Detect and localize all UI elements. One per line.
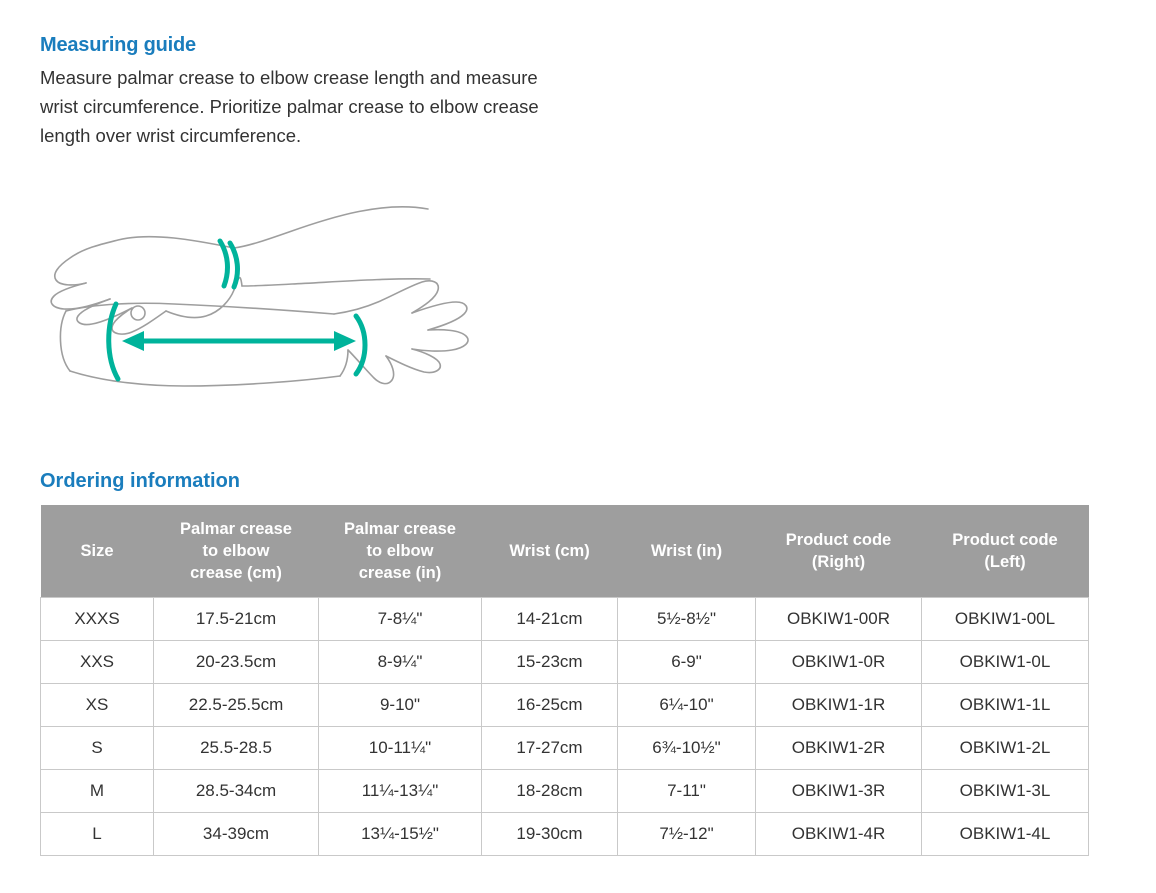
header-line: crease (in) xyxy=(358,564,442,582)
table-row xyxy=(41,684,1089,727)
column-header-palmar-elbow-in xyxy=(319,505,482,598)
cell-palmar-elbow-cm: 25.5-28.5 xyxy=(154,727,319,770)
measuring-guide-text: Measure palmar crease to elbow crease length and measure wrist circumference. Prioritize palmar crease to elbow crease length over wrist circumference. xyxy=(40,67,539,146)
cell-product-code-left: OBKIW1-00L xyxy=(922,598,1089,641)
cell-product-code-right: OBKIW1-1R xyxy=(756,684,922,727)
table-header xyxy=(41,505,1089,598)
cell-wrist-in: 7½-12" xyxy=(618,813,756,856)
cell-wrist-cm: 16-25cm xyxy=(482,684,618,727)
cell-product-code-left: OBKIW1-0L xyxy=(922,641,1089,684)
table-row xyxy=(41,598,1089,641)
cell-product-code-right: OBKIW1-2R xyxy=(756,727,922,770)
header-line: Palmar crease xyxy=(180,520,292,538)
cell-palmar-elbow-cm: 34-39cm xyxy=(154,813,319,856)
cell-wrist-cm: 15-23cm xyxy=(482,641,618,684)
header-line: (Left) xyxy=(984,553,1026,571)
measuring-illustration xyxy=(34,186,504,456)
cell-size: M xyxy=(41,770,154,813)
cell-size: XXS xyxy=(41,641,154,684)
cell-size: XS xyxy=(41,684,154,727)
cell-size: XXXS xyxy=(41,598,154,641)
header-line: to elbow xyxy=(202,542,270,560)
cell-product-code-right: OBKIW1-3R xyxy=(756,770,922,813)
cell-palmar-elbow-in: 8-9¼" xyxy=(319,641,482,684)
cell-palmar-elbow-cm: 22.5-25.5cm xyxy=(154,684,319,727)
length-arrow xyxy=(122,331,356,351)
header-line: Palmar crease xyxy=(344,520,456,538)
cell-wrist-in: 6¼-10" xyxy=(618,684,756,727)
measuring-guide-section xyxy=(40,34,600,150)
cell-size: S xyxy=(41,727,154,770)
column-header-wrist-in xyxy=(618,505,756,598)
table-header-row xyxy=(41,505,1089,598)
cell-palmar-elbow-in: 11¼-13¼" xyxy=(319,770,482,813)
cell-product-code-right: OBKIW1-4R xyxy=(756,813,922,856)
table-row xyxy=(41,770,1089,813)
table-body xyxy=(41,598,1089,856)
cell-wrist-in: 7-11" xyxy=(618,770,756,813)
measuring-guide-title: Measuring guide xyxy=(40,34,196,56)
cell-palmar-elbow-in: 10-11¼" xyxy=(319,727,482,770)
cell-size: L xyxy=(41,813,154,856)
header-line: Product code xyxy=(785,531,892,549)
column-header-size xyxy=(41,505,154,598)
column-header-palmar-elbow-cm xyxy=(154,505,319,598)
header-line: Wrist (cm) xyxy=(509,542,590,560)
cell-product-code-left: OBKIW1-4L xyxy=(922,813,1089,856)
wrist-circumference-band-back xyxy=(230,243,237,287)
cell-palmar-elbow-cm: 20-23.5cm xyxy=(154,641,319,684)
table-row xyxy=(41,813,1089,856)
header-line: Product code xyxy=(952,531,1058,549)
cell-wrist-in: 6-9" xyxy=(618,641,756,684)
column-header-wrist-cm xyxy=(482,505,618,598)
wrist-circumference-band xyxy=(220,241,227,286)
cell-product-code-left: OBKIW1-2L xyxy=(922,727,1089,770)
cell-palmar-elbow-in: 13¼-15½" xyxy=(319,813,482,856)
ordering-information-title: Ordering information xyxy=(40,470,240,492)
cell-product-code-right: OBKIW1-0R xyxy=(756,641,922,684)
cell-wrist-cm: 18-28cm xyxy=(482,770,618,813)
ordering-table xyxy=(40,505,1089,856)
cell-wrist-in: 5½-8½" xyxy=(618,598,756,641)
cell-product-code-left: OBKIW1-3L xyxy=(922,770,1089,813)
cell-wrist-cm: 14-21cm xyxy=(482,598,618,641)
header-line: to elbow xyxy=(366,542,434,560)
header-line: Wrist (in) xyxy=(650,542,723,560)
cell-palmar-elbow-cm: 17.5-21cm xyxy=(154,598,319,641)
table-row xyxy=(41,727,1089,770)
table-row xyxy=(41,641,1089,684)
cell-palmar-elbow-in: 7-8¼" xyxy=(319,598,482,641)
cell-product-code-left: OBKIW1-1L xyxy=(922,684,1089,727)
cell-palmar-elbow-cm: 28.5-34cm xyxy=(154,770,319,813)
forearm-top-outline xyxy=(51,207,430,334)
cell-palmar-elbow-in: 9-10" xyxy=(319,684,482,727)
column-header-product-code-left xyxy=(922,505,1089,598)
cell-wrist-cm: 19-30cm xyxy=(482,813,618,856)
cell-wrist-cm: 17-27cm xyxy=(482,727,618,770)
column-header-product-code-right xyxy=(756,505,922,598)
cell-wrist-in: 6¾-10½" xyxy=(618,727,756,770)
header-line: crease (cm) xyxy=(190,564,282,582)
ordering-information-section xyxy=(40,470,1115,856)
palmar-crease-marker xyxy=(356,316,365,374)
header-line: (Right) xyxy=(811,553,866,571)
header-line: Size xyxy=(80,542,114,560)
cell-product-code-right: OBKIW1-00R xyxy=(756,598,922,641)
